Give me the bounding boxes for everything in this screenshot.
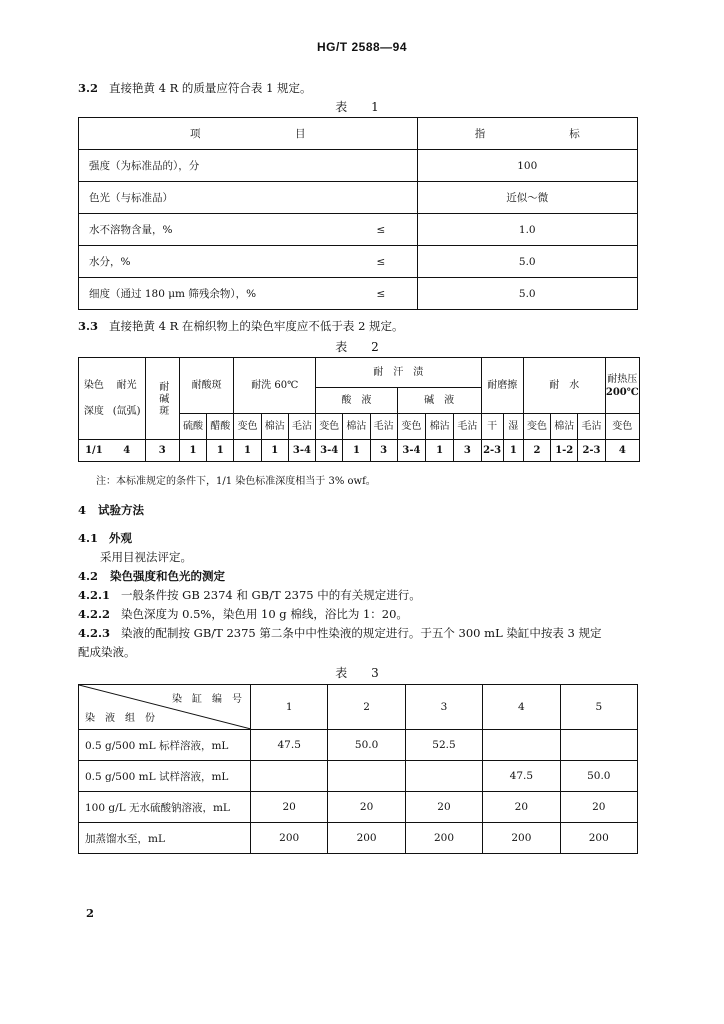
clause-text: 直接艳黄 4 R 在棉织物上的染色牢度应不低于表 2 规定。 <box>108 319 404 333</box>
clause-4-1-text: 采用目视法评定。 <box>100 550 192 564</box>
subheader-cell: 棉沾 <box>551 414 578 440</box>
value-cell: 1 <box>503 440 523 462</box>
cell: 47.5 <box>483 761 560 792</box>
row-label: 0.5 g/500 mL 标样溶液，mL <box>79 730 251 761</box>
table-row <box>79 182 638 214</box>
value-cell: 1 <box>343 440 370 462</box>
value-cell: 1 <box>426 440 454 462</box>
header-depth: 染色 深度 <box>79 358 109 440</box>
value-cell: 3-4 <box>397 440 425 462</box>
row-value: 近似～微 <box>417 182 638 214</box>
table-2-caption: 表 2 <box>335 340 389 354</box>
clause-number: 4.2.3 <box>78 626 111 640</box>
row-item: 水分，% <box>79 246 377 278</box>
subheader-cell: 棉沾 <box>426 414 454 440</box>
row-compare: ≤ <box>377 278 418 310</box>
subheader-cell: 变色 <box>234 414 261 440</box>
row-label: 100 g/L 无水硫酸钠溶液，mL <box>79 792 251 823</box>
page-number: 2 <box>86 906 95 920</box>
table-1-caption: 表 1 <box>335 100 389 114</box>
subheader-cell: 棉沾 <box>261 414 288 440</box>
page-header: HG/T 2588—94 <box>316 40 408 54</box>
clause-number: 4.1 <box>78 531 99 545</box>
table-row <box>79 823 638 854</box>
value-cell: 3-4 <box>316 440 343 462</box>
header-index: 指 标 <box>417 118 638 150</box>
value-cell: 3 <box>454 440 481 462</box>
value-cell: 4 <box>605 440 639 462</box>
subheader-cell: 棉沾 <box>343 414 370 440</box>
row-compare: ≤ <box>377 246 418 278</box>
table-row <box>79 214 638 246</box>
table-3 <box>78 684 638 854</box>
clause-title: 外观 <box>108 531 132 545</box>
clause-3-2 <box>78 80 312 96</box>
header-wash: 耐洗 60℃ <box>234 358 316 414</box>
col-header: 3 <box>405 685 482 730</box>
table-row <box>79 761 638 792</box>
cell: 52.5 <box>405 730 482 761</box>
cell: 200 <box>251 823 328 854</box>
clause-number: 4.2.1 <box>78 588 111 602</box>
cell <box>483 730 560 761</box>
subheader-cell: 毛沾 <box>370 414 397 440</box>
header-alkali-spot: 耐碱斑 <box>145 358 179 440</box>
value-cell: 3-4 <box>288 440 315 462</box>
row-compare: ≤ <box>377 214 418 246</box>
value-cell: 2-3 <box>578 440 605 462</box>
table-header-row <box>79 118 638 150</box>
header-light: 耐光 (氙弧) <box>109 358 145 440</box>
header-iron: 耐热压 200℃ <box>605 358 639 414</box>
header-item: 项 目 <box>79 118 418 150</box>
subheader-cell: 毛沾 <box>578 414 605 440</box>
row-value: 1.0 <box>417 214 638 246</box>
subheader-cell: 变色 <box>397 414 425 440</box>
value-cell: 1/1 <box>79 440 109 462</box>
cell: 200 <box>328 823 405 854</box>
header-sweat-alkali: 碱 液 <box>397 388 481 414</box>
subheader-cell: 湿 <box>503 414 523 440</box>
clause-4-2-3 <box>78 625 601 641</box>
table-3-caption: 表 3 <box>335 666 389 680</box>
row-value: 100 <box>417 150 638 182</box>
clause-title: 染色强度和色光的测定 <box>110 569 226 583</box>
row-value: 5.0 <box>417 246 638 278</box>
clause-3-3 <box>78 318 404 334</box>
col-header: 5 <box>560 685 637 730</box>
cell: 20 <box>405 792 482 823</box>
table-2-note: 注：本标准规定的条件下，1/1 染色标准深度相当于 3% owf。 <box>96 476 376 487</box>
cell: 200 <box>560 823 637 854</box>
row-compare <box>377 182 418 214</box>
value-cell: 1 <box>261 440 288 462</box>
row-item: 水不溶物含量，% <box>79 214 377 246</box>
value-cell: 1 <box>234 440 261 462</box>
clause-4-1 <box>78 530 132 546</box>
subheader-cell: 变色 <box>605 414 639 440</box>
col-header: 2 <box>328 685 405 730</box>
cell: 20 <box>483 792 560 823</box>
cell <box>405 761 482 792</box>
cell <box>560 730 637 761</box>
clause-text: 直接艳黄 4 R 的质量应符合表 1 规定。 <box>108 81 312 95</box>
cell: 20 <box>328 792 405 823</box>
subheader-cell: 干 <box>481 414 503 440</box>
value-cell: 4 <box>109 440 145 462</box>
table-row <box>79 792 638 823</box>
table-row <box>79 246 638 278</box>
cell: 200 <box>405 823 482 854</box>
table-header-row <box>79 685 638 730</box>
diagonal-header <box>79 685 251 730</box>
header-sweat-acid: 酸 液 <box>316 388 398 414</box>
table-row <box>79 730 638 761</box>
row-item: 强度（为标准品的），分 <box>79 150 377 182</box>
table-row <box>79 440 640 462</box>
cell: 200 <box>483 823 560 854</box>
subheader-cell: 毛沾 <box>288 414 315 440</box>
clause-number: 3.3 <box>78 319 99 333</box>
cell: 50.0 <box>328 730 405 761</box>
table-1 <box>78 117 638 310</box>
diag-bottom-label: 染 液 组 份 <box>85 713 155 724</box>
value-cell: 2-3 <box>481 440 503 462</box>
header-water: 耐 水 <box>523 358 605 414</box>
row-value: 5.0 <box>417 278 638 310</box>
table-row <box>79 150 638 182</box>
cell <box>328 761 405 792</box>
row-item: 细度（通过 180 μm 筛残余物），% <box>79 278 377 310</box>
clause-number: 4.2.2 <box>78 607 111 621</box>
value-cell: 3 <box>145 440 179 462</box>
value-cell: 2 <box>523 440 550 462</box>
clause-4-2-1 <box>78 587 421 603</box>
cell: 20 <box>560 792 637 823</box>
col-header: 4 <box>483 685 560 730</box>
row-compare <box>377 150 418 182</box>
clause-4-2 <box>78 568 225 584</box>
header-acid-spot: 耐酸斑 <box>179 358 233 414</box>
col-header: 1 <box>251 685 328 730</box>
cell <box>251 761 328 792</box>
value-cell: 1 <box>179 440 206 462</box>
clause-text: 染色深度为 0.5%，染色用 10 g 棉线，浴比为 1：20。 <box>120 607 408 621</box>
clause-text: 染液的配制按 GB/T 2375 第二条中中性染液的规定进行。于五个 300 mL 染缸中按表 3 规定 <box>120 626 602 640</box>
clause-4-2-2 <box>78 606 408 622</box>
cell: 20 <box>251 792 328 823</box>
header-sweat: 耐 汗 渍 <box>316 358 481 388</box>
subheader-cell: 变色 <box>523 414 550 440</box>
subheader-cell: 醋酸 <box>207 414 234 440</box>
row-label: 加蒸馏水至，mL <box>79 823 251 854</box>
subheader-cell: 变色 <box>316 414 343 440</box>
value-cell: 3 <box>370 440 397 462</box>
clause-text: 一般条件按 GB 2374 和 GB/T 2375 中的有关规定进行。 <box>120 588 421 602</box>
clause-number: 3.2 <box>78 81 99 95</box>
subheader-cell: 硫酸 <box>179 414 206 440</box>
header-rub: 耐磨擦 <box>481 358 523 414</box>
value-cell: 1 <box>207 440 234 462</box>
row-label: 0.5 g/500 mL 试样溶液，mL <box>79 761 251 792</box>
section-4-heading <box>78 502 144 518</box>
clause-4-2-3-cont: 配成染液。 <box>78 645 136 659</box>
cell: 50.0 <box>560 761 637 792</box>
value-cell: 1-2 <box>551 440 578 462</box>
cell: 47.5 <box>251 730 328 761</box>
clause-number: 4.2 <box>78 569 99 583</box>
subheader-cell: 毛沾 <box>454 414 481 440</box>
diag-top-label: 染 缸 编 号 <box>172 694 242 705</box>
table-2 <box>78 357 640 462</box>
section-title: 试验方法 <box>98 503 145 517</box>
row-item: 色光（与标准品） <box>79 182 377 214</box>
table-row <box>79 278 638 310</box>
section-number: 4 <box>78 503 87 517</box>
